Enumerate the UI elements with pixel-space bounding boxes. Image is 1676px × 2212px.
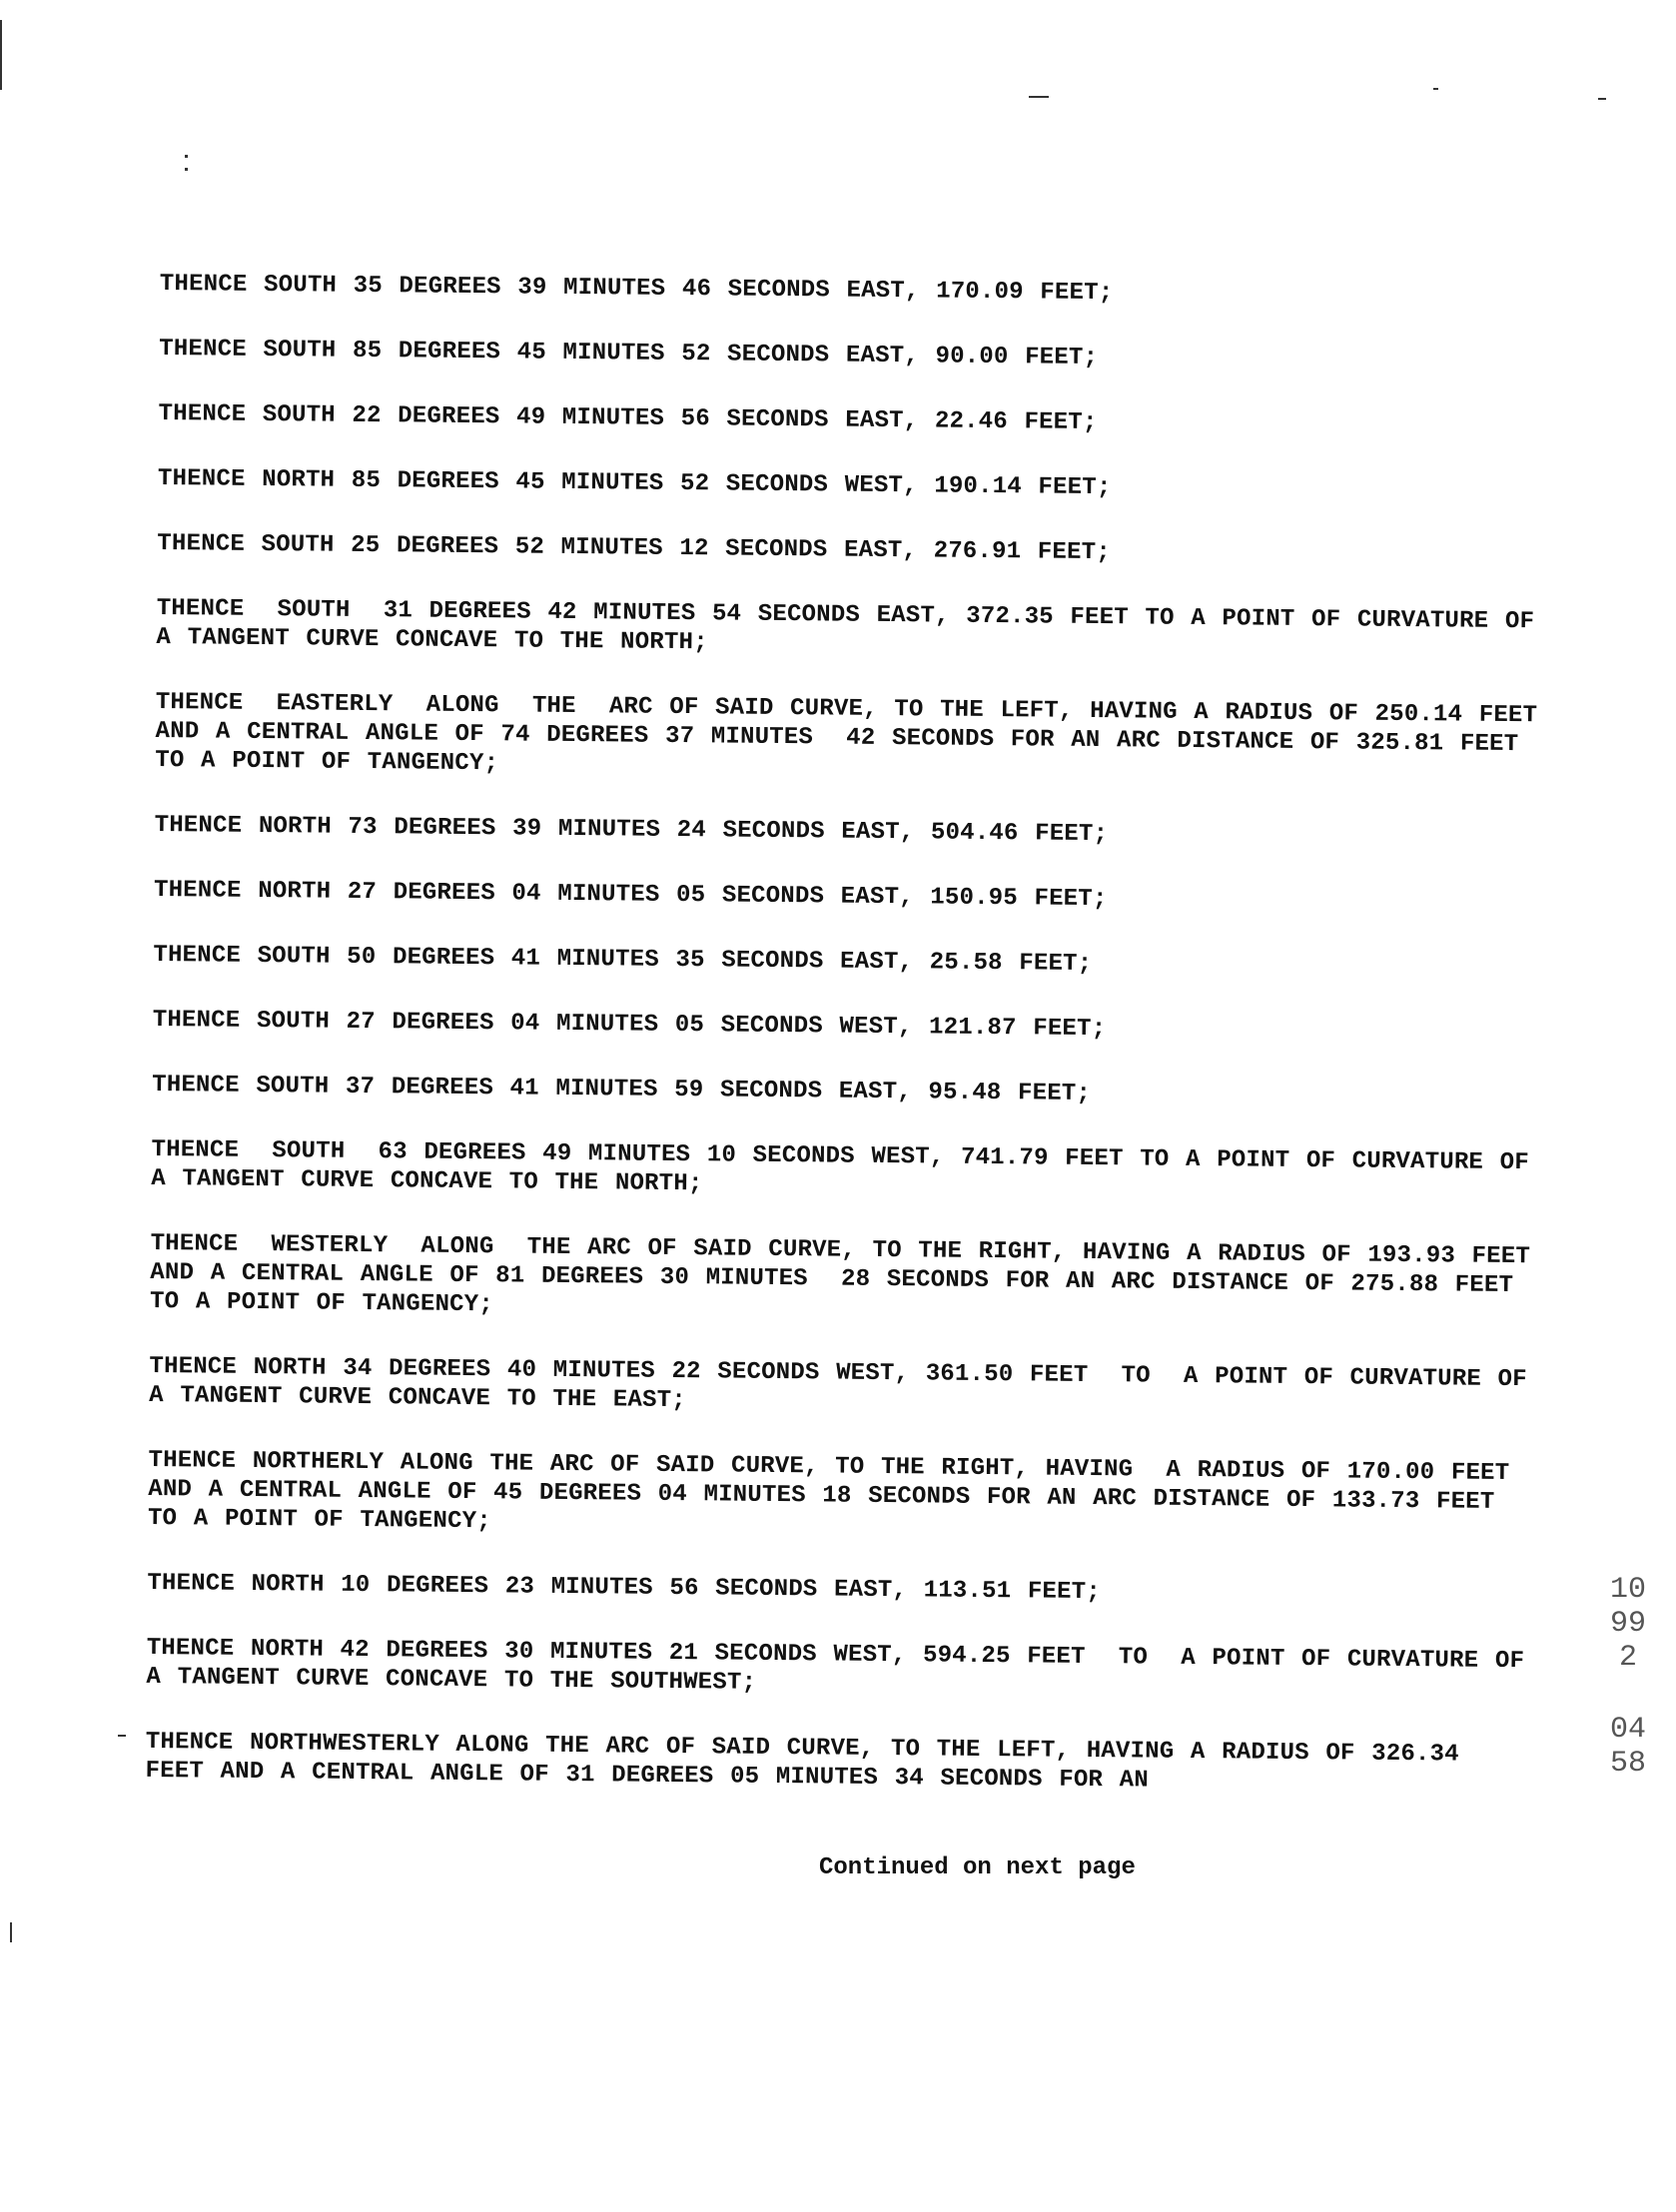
document-number-part: 0458 [1610,1713,1647,1781]
legal-description-paragraph: THENCE NORTHERLY ALONG THE ARC OF SAID CURVE, TO THE RIGHT, HAVING A RADIUS OF 170.00 FEET AND A CENTRAL ANGLE OF 45 DEGREES 04 MINUTES 18 SECONDS FOR AN ARC DISTANCE OF 133.73 FEET TO A POINT OF TANGENCY; [147,1446,1527,1536]
legal-description-paragraph: THENCE SOUTH 50 DEGREES 41 MINUTES 35 SECONDS EAST, 25.58 FEET; [153,941,1093,978]
legal-description-paragraph: THENCE WESTERLY ALONG THE ARC OF SAID CURVE, TO THE RIGHT, HAVING A RADIUS OF 193.93 FEET AND A CENTRAL ANGLE OF 81 DEGREES 30 MINUTES 28 SECONDS FOR AN ARC DISTANCE OF 275.88 FEET TO A POINT OF TANGENCY; [149,1229,1547,1319]
scan-speck [10,1922,12,1942]
scan-speck [1029,96,1049,98]
legal-description-paragraph: THENCE NORTH 34 DEGREES 40 MINUTES 22 SECONDS WEST, 361.50 FEET TO A POINT OF CURVATURE OF A TANGENT CURVE CONCAVE TO THE EAST; [149,1352,1544,1415]
legal-description-paragraph: THENCE NORTH 85 DEGREES 45 MINUTES 52 SECONDS WEST, 190.14 FEET; [157,464,1112,502]
scan-speck [1598,98,1606,100]
legal-description-paragraph: THENCE SOUTH 85 DEGREES 45 MINUTES 52 SECONDS EAST, 90.00 FEET; [159,335,1099,372]
legal-description-paragraph: THENCE SOUTH 27 DEGREES 04 MINUTES 05 SECONDS WEST, 121.87 FEET; [152,1006,1107,1044]
legal-description-paragraph: THENCE NORTHWESTERLY ALONG THE ARC OF SAID CURVE, TO THE LEFT, HAVING A RADIUS OF 326.34 FEET AND A CENTRAL ANGLE OF 31 DEGREES 05 MINUTES 34 SECONDS FOR AN [145,1728,1476,1795]
legal-description-body [145,270,1554,1799]
continued-footer: Continued on next page [819,1854,1136,1881]
legal-description-paragraph: THENCE SOUTH 37 DEGREES 41 MINUTES 59 SECONDS EAST, 95.48 FEET; [152,1071,1092,1107]
scan-speck [185,155,188,158]
legal-description-paragraph: THENCE SOUTH 25 DEGREES 52 MINUTES 12 SECONDS EAST, 276.91 FEET; [157,529,1112,567]
legal-description-paragraph: THENCE NORTH 10 DEGREES 23 MINUTES 56 SECONDS EAST, 113.51 FEET; [147,1569,1102,1607]
legal-description-paragraph: THENCE SOUTH 22 DEGREES 49 MINUTES 56 SECONDS EAST, 22.46 FEET; [158,399,1098,437]
document-number-stamp [1610,1573,1646,1781]
scan-speck [185,168,188,171]
document-number-part: 10992 [1610,1573,1647,1675]
legal-description-paragraph: THENCE NORTH 27 DEGREES 04 MINUTES 05 SECONDS EAST, 150.95 FEET; [153,876,1108,914]
legal-description-paragraph: THENCE SOUTH 35 DEGREES 39 MINUTES 46 SECONDS EAST, 170.09 FEET; [159,270,1114,308]
scan-speck [1433,88,1438,90]
legal-description-paragraph: THENCE SOUTH 31 DEGREES 42 MINUTES 54 SECONDS EAST, 372.35 FEET TO A POINT OF CURVATURE OF A TANGENT CURVE CONCAVE TO THE NORTH; [156,594,1551,657]
legal-description-paragraph: THENCE NORTH 73 DEGREES 39 MINUTES 24 SECONDS EAST, 504.46 FEET; [154,811,1109,849]
legal-description-paragraph: THENCE NORTH 42 DEGREES 30 MINUTES 21 SECONDS WEST, 594.25 FEET TO A POINT OF CURVATURE OF A TANGENT CURVE CONCAVE TO THE SOUTHWEST; [146,1634,1541,1697]
legal-description-paragraph: THENCE EASTERLY ALONG THE ARC OF SAID CURVE, TO THE LEFT, HAVING A RADIUS OF 250.14 FEET AND A CENTRAL ANGLE OF 74 DEGREES 37 MINUTES 42 SECONDS FOR AN ARC DISTANCE OF 325.81 FEET TO A POINT OF TANGENCY; [155,688,1554,778]
scan-speck [118,1735,126,1737]
scan-speck [0,20,2,90]
legal-description-paragraph: THENCE SOUTH 63 DEGREES 49 MINUTES 10 SECONDS WEST, 741.79 FEET TO A POINT OF CURVATURE OF A TANGENT CURVE CONCAVE TO THE NORTH; [151,1135,1546,1198]
